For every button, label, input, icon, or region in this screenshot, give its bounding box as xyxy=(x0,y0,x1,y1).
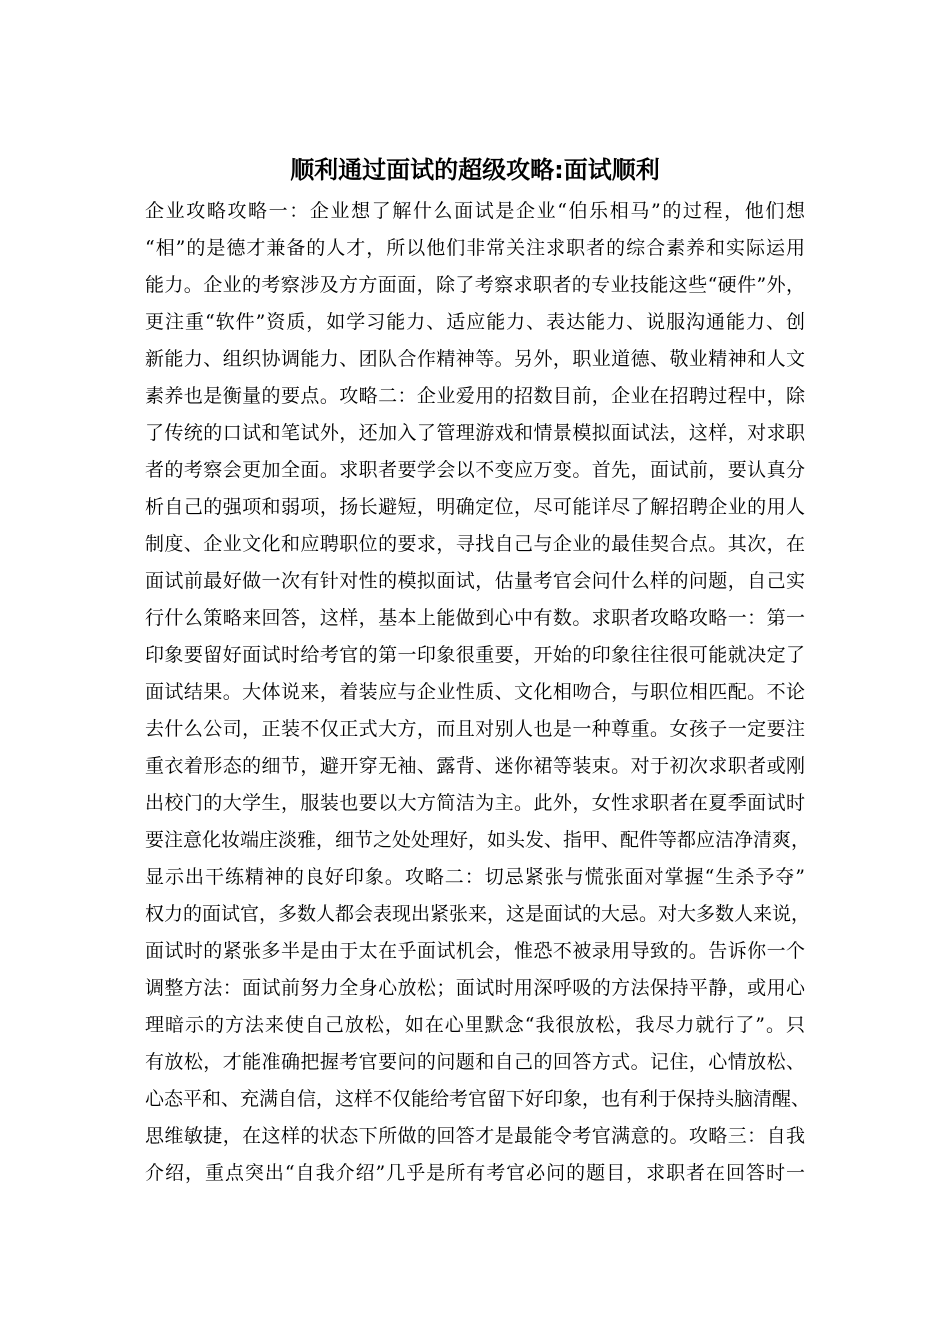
body-line: 了传统的口试和笔试外，还加入了管理游戏和情景模拟面试法，这样，对求职 xyxy=(145,422,805,444)
body-line: 新能力、组织协调能力、团队合作精神等。另外，职业道德、敬业精神和人文 xyxy=(145,348,805,370)
document-title: 顺利通过面试的超级攻略:面试顺利 xyxy=(290,156,660,184)
body-line: 印象要留好面试时给考官的第一印象很重要，开始的印象往往很可能就决定了 xyxy=(145,644,805,666)
body-line: 介绍，重点突出“自我介绍”几乎是所有考官必问的题目，求职者在回答时一 xyxy=(145,1162,805,1184)
body-line: 面试前最好做一次有针对性的模拟面试，估量考官会问什么样的问题，自己实 xyxy=(145,570,805,592)
body-line: 出校门的大学生，服装也要以大方简洁为主。此外，女性求职者在夏季面试时 xyxy=(145,792,805,814)
body-line: 理暗示的方法来使自己放松，如在心里默念“我很放松，我尽力就行了”。只 xyxy=(145,1014,805,1036)
body-line: 者的考察会更加全面。求职者要学会以不变应万变。首先，面试前，要认真分 xyxy=(145,459,805,481)
body-line: 要注意化妆端庄淡雅，细节之处处理好，如头发、指甲、配件等都应洁净清爽， xyxy=(145,829,811,851)
body-line: 显示出干练精神的良好印象。攻略二：切忌紧张与慌张面对掌握“生杀予夺” xyxy=(145,866,805,888)
body-line: 权力的面试官，多数人都会表现出紧张来，这是面试的大忌。对大多数人来说， xyxy=(145,903,811,925)
body-line: 心态平和、充满自信，这样不仅能给考官留下好印象，也有利于保持头脑清醒、 xyxy=(145,1088,811,1110)
body-line: 重衣着形态的细节，避开穿无袖、露背、迷你裙等装束。对于初次求职者或刚 xyxy=(145,755,805,777)
body-line: 面试时的紧张多半是由于太在乎面试机会，惟恐不被录用导致的。告诉你一个 xyxy=(145,940,805,962)
document-body xyxy=(145,193,811,1192)
body-line: 行什么策略来回答，这样，基本上能做到心中有数。求职者攻略攻略一：第一 xyxy=(145,607,805,629)
body-line: 素养也是衡量的要点。攻略二：企业爱用的招数目前，企业在招聘过程中，除 xyxy=(145,385,805,407)
body-line: 制度、企业文化和应聘职位的要求，寻找自己与企业的最佳契合点。其次，在 xyxy=(145,533,805,555)
body-line: 析自己的强项和弱项，扬长避短，明确定位，尽可能详尽了解招聘企业的用人 xyxy=(145,496,805,518)
body-line: 去什么公司，正装不仅正式大方，而且对别人也是一种尊重。女孩子一定要注 xyxy=(145,718,805,740)
body-line: 有放松，才能准确把握考官要问的问题和自己的回答方式。记住，心情放松、 xyxy=(145,1051,805,1073)
body-line: “相”的是德才兼备的人才，所以他们非常关注求职者的综合素养和实际运用 xyxy=(145,237,805,259)
body-line: 调整方法：面试前努力全身心放松；面试时用深呼吸的方法保持平静，或用心 xyxy=(145,977,805,999)
body-line: 面试结果。大体说来，着装应与企业性质、文化相吻合，与职位相匹配。不论 xyxy=(145,681,805,703)
body-line: 思维敏捷，在这样的状态下所做的回答才是最能令考官满意的。攻略三：自我 xyxy=(145,1125,805,1147)
body-line: 更注重“软件”资质，如学习能力、适应能力、表达能力、说服沟通能力、创 xyxy=(145,311,805,333)
body-line: 企业攻略攻略一：企业想了解什么面试是企业“伯乐相马”的过程，他们想 xyxy=(145,200,805,222)
body-line: 能力。企业的考察涉及方方面面，除了考察求职者的专业技能这些“硬件”外， xyxy=(145,274,805,296)
